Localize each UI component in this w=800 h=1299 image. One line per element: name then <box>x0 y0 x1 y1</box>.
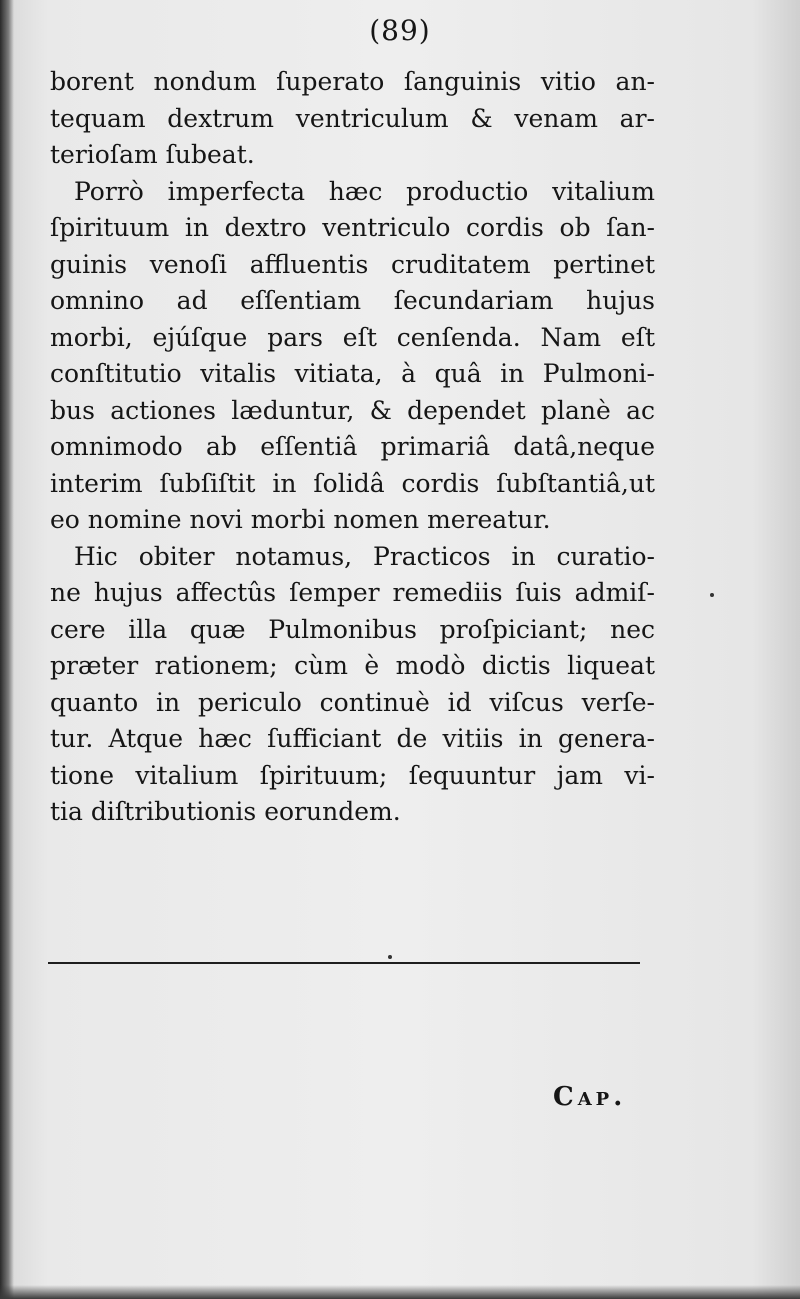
horizontal-rule <box>48 962 640 964</box>
body-text <box>50 64 655 831</box>
page-bottom-shadow <box>0 1285 800 1299</box>
text-line: bus actiones læduntur, & dependet planè ac <box>50 395 655 425</box>
catchword: Cap. <box>553 1082 627 1112</box>
text-line: borent nondum ſuperato ſanguinis vitio an- <box>50 67 655 96</box>
text-line: interim ſubſiſtit in ſolidâ cordis ſubſtantiâ,ut <box>50 468 655 498</box>
text-line: quanto in periculo continuè id viſcus verſe- <box>50 687 655 717</box>
text-line: conſtitutio vitalis vitiata, à quâ in Pulmoni- <box>50 359 655 388</box>
ink-speck <box>710 593 714 597</box>
text-line: ſpirituum in dextro ventriculo cordis ob ſan- <box>50 213 655 242</box>
text-line: morbi, ejúſque pars eſt cenſenda. Nam eſt <box>50 322 655 352</box>
text-line: terioſam ſubeat. <box>50 140 255 169</box>
text-line: Porrò imperfecta hæc productio vitalium <box>74 176 655 206</box>
text-line: Hic obiter notamus, Practicos in curatio- <box>74 541 655 571</box>
text-line: præter rationem; cùm è modò dictis liqueat <box>50 651 655 680</box>
page-edge-shadow <box>0 0 14 1299</box>
text-line: omnino ad eſſentiam ſecundariam hujus <box>50 286 655 315</box>
text-line: omnimodo ab eſſentiâ primariâ datâ,neque <box>50 432 655 461</box>
page-number: (89) <box>369 14 431 47</box>
text-line: tur. Atque hæc ſufficiant de vitiis in genera- <box>50 724 655 753</box>
ink-speck <box>388 955 392 959</box>
text-line: tia diſtributionis eorundem. <box>50 797 401 826</box>
text-line: ne hujus affectûs ſemper remediis ſuis admiſ- <box>50 578 655 607</box>
text-line: tione vitalium ſpirituum; ſequuntur jam vi- <box>50 760 655 790</box>
text-line: guinis venoſi affluentis cruditatem pertinet <box>50 249 655 279</box>
text-line: tequam dextrum ventriculum & venam ar- <box>50 103 655 133</box>
text-line: cere illa quæ Pulmonibus proſpiciant; nec <box>50 614 655 644</box>
text-line: eo nomine novi morbi nomen mereatur. <box>50 505 551 534</box>
